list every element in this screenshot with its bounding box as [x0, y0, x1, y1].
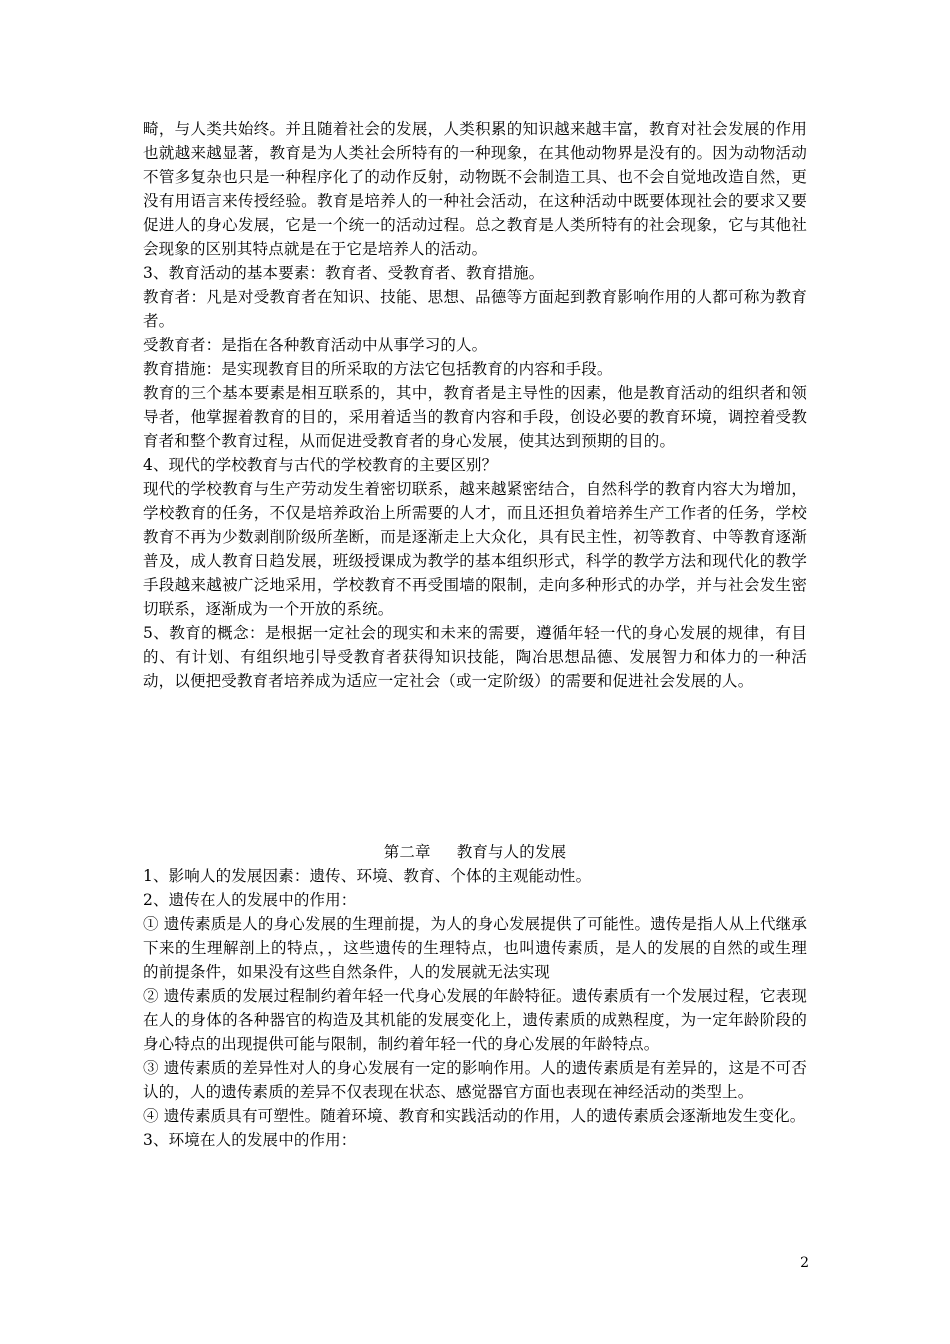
chapter-title: 教育与人的发展 [456, 843, 567, 861]
heading-basic-elements: 3、教育活动的基本要素：教育者、受教育者、教育措施。 [143, 264, 545, 282]
chapter-heading [143, 840, 807, 864]
paragraph-heredity-point-2: ② 遗传素质的发展过程制约着年轻一代身心发展的年龄特征。遗传素质有一个发展过程，它表现在人的身体的各种器官的构造及其机能的发展变化上，遗传素质的成熟程度，为一定年龄阶段的身心特点的出现提供可能与限制，制约着年轻一代的身心发展的年龄特点。 [143, 987, 807, 1053]
chapter-number: 第二章 [383, 843, 431, 861]
paragraph-modern-school: 现代的学校教育与生产劳动发生着密切联系，越来越紧密结合，自然科学的教育内容大为增加，学校教育的任务，不仅是培养政治上所需要的人才，而且还担负着培养生产工作者的任务，学校教育不再为少数剥削阶级所垄断，而是逐渐走上大众化，具有民主性，初等教育、中等教育逐渐普及，成人教育日趋发展，班级授课成为教学的基本组织形式，科学的教学方法和现代化的教学手段越来越被广泛地采用，学校教育不再受围墙的限制，走向多种形式的办学，并与社会发生密切联系，逐渐成为一个开放的系统。 [143, 480, 807, 618]
heading-development-factors: 1、影响人的发展因素：遗传、环境、教育、个体的主观能动性。 [143, 867, 592, 885]
paragraph-heredity-point-4: ④ 遗传素质具有可塑性。随着环境、教育和实践活动的作用，人的遗传素质会逐渐地发生变化。 [143, 1107, 806, 1125]
heading-environment-role: 3、环境在人的发展中的作用： [143, 1131, 357, 1149]
paragraph-education-definition: 5、教育的概念：是根据一定社会的现实和未来的需要，遵循年轻一代的身心发展的规律，有目的、有计划、有组织地引导受教育者获得知识技能，陶冶思想品德、发展智力和体力的一种活动，以便把受教育者培养成为适应一定社会（或一定阶级）的需要和促进社会发展的人。 [143, 624, 807, 690]
paragraph-education-origin: 畸，与人类共始终。并且随着社会的发展，人类积累的知识越来越丰富，教育对社会发展的作用也就越来越显著，教育是为人类社会所特有的一种现象，在其他动物界是没有的。因为动物活动不管多复杂也只是一种程序化了的动作反射，动物既不会制造工具、也不会自觉地改造自然，更没有用语言来传授经验。教育是培养人的一种社会活动，在这种活动中既要体现社会的要求又要促进人的身心发展，它是一个统一的活动过程。总之教育是人类所特有的社会现象，它与其他社会现象的区别其特点就是在于它是培养人的活动。 [143, 120, 807, 258]
heading-heredity-role: 2、遗传在人的发展中的作用： [143, 891, 357, 909]
section-education-concepts [143, 117, 807, 693]
paragraph-educatee: 受教育者：是指在各种教育活动中从事学习的人。 [143, 336, 488, 354]
page-number: 2 [800, 1255, 809, 1271]
paragraph-education-measures: 教育措施：是实现教育目的所采取的方法它包括教育的内容和手段。 [143, 360, 613, 378]
paragraph-heredity-point-3: ③ 遗传素质的差异性对人的身心发展有一定的影响作用。人的遗传素质是有差异的，这是不可否认的，人的遗传素质的差异不仅表现在状态、感觉器官方面也表现在神经活动的类型上。 [143, 1059, 807, 1101]
paragraph-elements-relation: 教育的三个基本要素是相互联系的，其中，教育者是主导性的因素，他是教育活动的组织者和领导者，他掌握着教育的目的，采用着适当的教育内容和手段，创设必要的教育环境，调控着受教育者和整个教育过程，从而促进受教育者的身心发展，使其达到预期的目的。 [143, 384, 807, 450]
heading-modern-vs-ancient: 4、现代的学校教育与古代的学校教育的主要区别？ [143, 456, 498, 474]
paragraph-heredity-point-1: ① 遗传素质是人的身心发展的生理前提，为人的身心发展提供了可能性。遗传是指人从上代继承下来的生理解剖上的特点，，这些遗传的生理特点，也叫遗传素质，是人的发展的自然的或生理的前提条件，如果没有这些自然条件，人的发展就无法实现 [143, 915, 807, 981]
section-chapter-two [143, 840, 807, 1152]
paragraph-educator: 教育者：凡是对受教育者在知识、技能、思想、品德等方面起到教育影响作用的人都可称为教育者。 [143, 288, 807, 330]
